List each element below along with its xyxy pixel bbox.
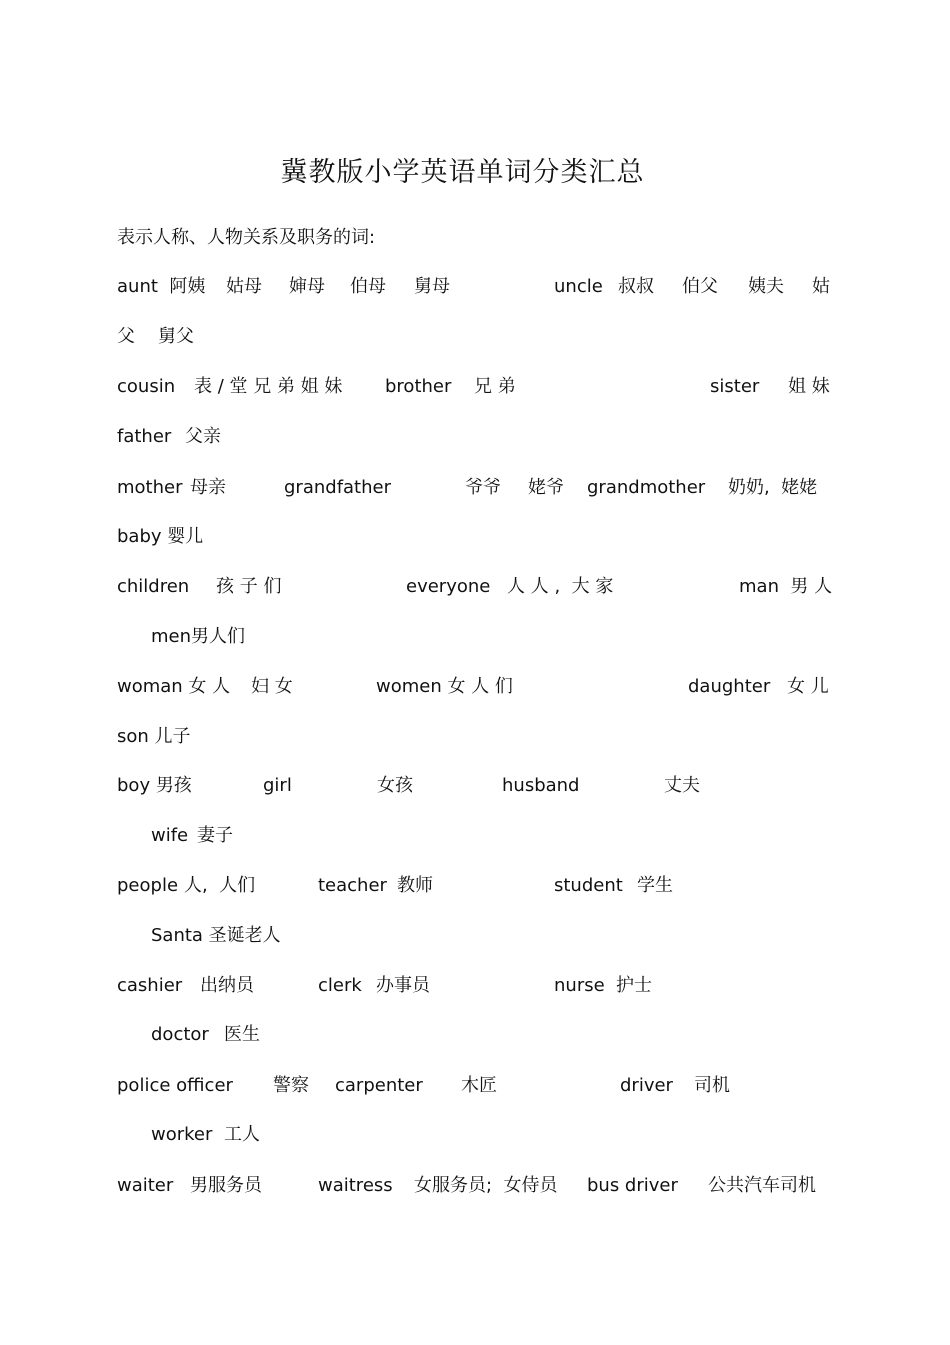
text-line [0, 972, 950, 1002]
word: 男服务员 [190, 1175, 262, 1196]
word: daughter [688, 676, 771, 697]
word: 父 [117, 326, 135, 347]
word: brother [385, 376, 452, 397]
word: 伯母 [350, 276, 386, 297]
word: 护士 [616, 975, 652, 996]
word: 姥爷 [528, 477, 564, 498]
word: 女服务员; 女侍员 [414, 1175, 558, 1196]
text-line [0, 1072, 950, 1102]
text-line [0, 373, 950, 403]
text-line [0, 1121, 950, 1151]
word: son 儿子 [117, 726, 191, 747]
word: women 女 人 们 [376, 676, 513, 697]
word: cousin [117, 376, 176, 397]
text-line [0, 673, 950, 703]
text-line [0, 723, 950, 753]
word: 姨夫 [748, 276, 784, 297]
word: 舅母 [414, 276, 450, 297]
word: 舅父 [158, 326, 194, 347]
document-title: 冀教版小学英语单词分类汇总 [280, 157, 645, 188]
word: 医生 [224, 1024, 260, 1045]
section-heading: 表示人称、人物关系及职务的词: [117, 227, 376, 248]
word: sister [710, 376, 760, 397]
word: baby 婴儿 [117, 526, 204, 547]
text-line [0, 772, 950, 802]
word: 妻子 [197, 825, 233, 846]
text-line [0, 623, 950, 653]
word: 姑母 [226, 276, 262, 297]
text-line [0, 423, 950, 453]
text-line [0, 1021, 950, 1051]
word: 兄 弟 [474, 376, 516, 397]
word: waiter [117, 1175, 174, 1196]
word: wife [151, 825, 189, 846]
word: police officer [117, 1075, 233, 1096]
text-line [0, 872, 950, 902]
word: 姑 [812, 276, 830, 297]
word: 孩 子 们 [216, 576, 282, 597]
text-line [0, 1172, 950, 1202]
word: 表 / 堂 兄 弟 姐 妹 [194, 376, 343, 397]
word: woman 女 人 [117, 676, 231, 697]
word: aunt 阿姨 [117, 276, 206, 297]
word: student [554, 875, 623, 896]
word: 叔叔 [618, 276, 654, 297]
word: grandfather [284, 477, 391, 498]
word: man 男 人 [739, 576, 833, 597]
word: nurse [554, 975, 605, 996]
word: carpenter [335, 1075, 423, 1096]
word: doctor [151, 1024, 209, 1045]
word: 木匠 [461, 1075, 497, 1096]
word: 办事员 [376, 975, 430, 996]
word: people [117, 875, 179, 896]
word: 教师 [397, 875, 433, 896]
word: clerk [318, 975, 362, 996]
word: 妇 女 [251, 676, 293, 697]
word: waitress [318, 1175, 393, 1196]
word: 父亲 [185, 426, 221, 447]
word: father [117, 426, 172, 447]
word: teacher [318, 875, 387, 896]
word: 司机 [694, 1075, 730, 1096]
word: 工人 [224, 1124, 260, 1145]
word: husband [502, 775, 580, 796]
word: bus driver [587, 1175, 678, 1196]
word: 伯父 [682, 276, 718, 297]
word: men男人们 [151, 626, 246, 647]
word: 学生 [637, 875, 673, 896]
word: Santa 圣诞老人 [151, 925, 281, 946]
text-line [0, 922, 950, 952]
word: 丈夫 [664, 775, 700, 796]
word: cashier [117, 975, 183, 996]
word: girl [263, 775, 292, 796]
text-line [0, 273, 950, 303]
word: 警察 [273, 1075, 309, 1096]
word: 女孩 [377, 775, 413, 796]
text-line [0, 573, 950, 603]
word: driver [620, 1075, 673, 1096]
word: mother [117, 477, 183, 498]
word: 人, 人们 [184, 875, 256, 896]
text-line [0, 523, 950, 553]
word: grandmother [587, 477, 706, 498]
word: 姐 妹 [788, 376, 830, 397]
word: 婶母 [289, 276, 325, 297]
word: children [117, 576, 190, 597]
word: 出纳员 [200, 975, 254, 996]
word: 爷爷 [465, 477, 501, 498]
word: 人 人 , 大 家 [507, 576, 614, 597]
word: uncle [554, 276, 603, 297]
word: boy 男孩 [117, 775, 192, 796]
word: worker [151, 1124, 213, 1145]
word: 公共汽车司机 [708, 1175, 816, 1196]
text-line [0, 474, 950, 504]
text-line [0, 822, 950, 852]
word: 母亲 [190, 477, 226, 498]
word: 女 儿 [787, 676, 829, 697]
word: 奶奶, 姥姥 [728, 477, 818, 498]
text-line [0, 323, 950, 353]
word: everyone [406, 576, 491, 597]
